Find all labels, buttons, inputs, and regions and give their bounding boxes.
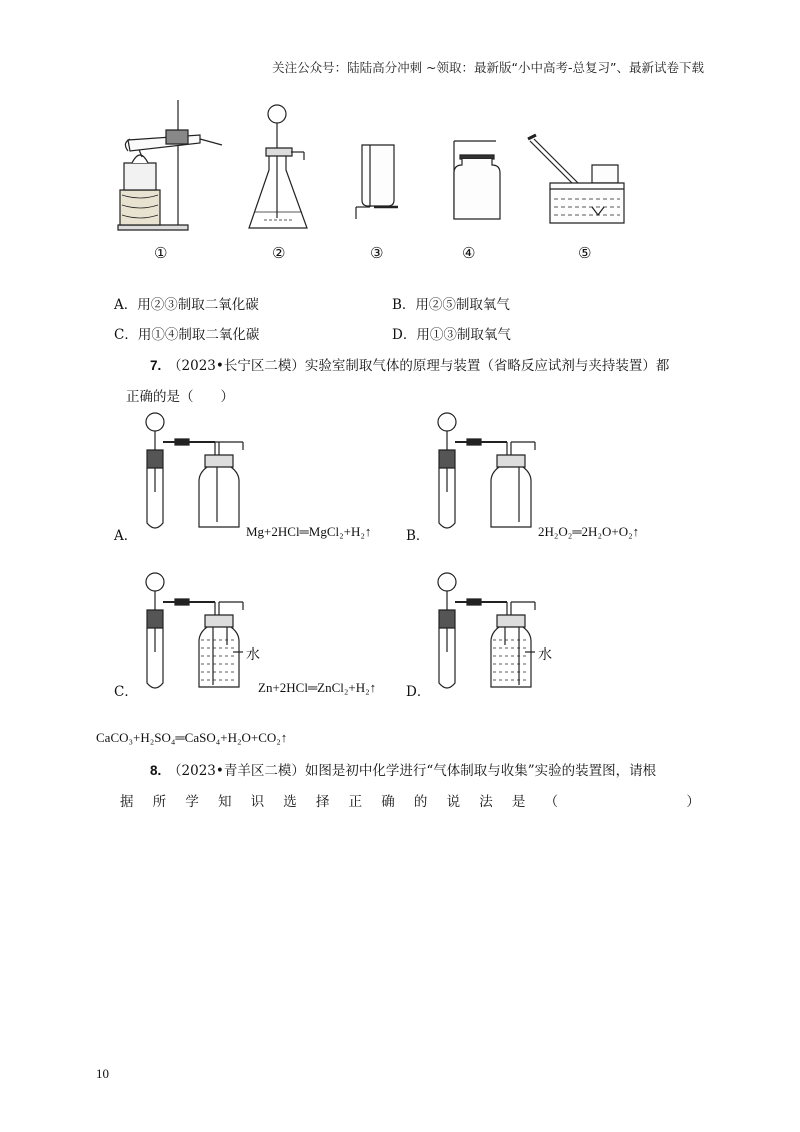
apparatus-4-gas-jar-up	[438, 135, 503, 230]
q8-stem-line2: 据 所 学 知 识 选 择 正 确 的 说 法 是 （ ）	[120, 794, 700, 810]
q7-equation-a: Mg+2HCl═MgCl₂+H₂↑	[246, 524, 372, 539]
apparatus-2-conical-flask	[244, 100, 314, 235]
q7-equation-b: 2H₂O₂═2H₂O+O₂↑	[538, 524, 640, 539]
page-number: 10	[96, 1066, 109, 1081]
q7-option-a-letter: A．	[114, 528, 138, 544]
apparatus-3-gas-jar-down	[348, 135, 408, 225]
label-apparatus-1: ①	[154, 244, 168, 262]
page-header: 关注公众号：陆陆高分冲刺 ~领取：最新版“小中高考-总复习”、最新试卷下载	[272, 60, 704, 75]
q7-option-b-letter: B．	[406, 528, 430, 544]
apparatus-1-heating-setup	[110, 95, 225, 235]
q7-equation-c: Zn+2HCl═ZnCl₂+H₂↑	[258, 680, 377, 695]
q7-stem-line1: 7. （2023•长宁区二模）实验室制取气体的原理与装置（省略反应试剂与夹持装置）都	[150, 358, 670, 374]
label-apparatus-5: ⑤	[578, 244, 592, 262]
q7-equation-d: CaCO₃+H₂SO₄═CaSO₄+H₂O+CO₂↑	[96, 730, 288, 745]
q8-stem-line1: 8. （2023•青羊区二模）如图是初中化学进行“气体制取与收集”实验的装置图，请根	[150, 763, 657, 779]
label-apparatus-3: ③	[370, 244, 384, 262]
q7-stem-line2: 正确的是（ ）	[126, 389, 234, 405]
q7-apparatus-a	[135, 410, 245, 535]
q7-water-label-d: 水	[538, 647, 552, 663]
q7-apparatus-c	[135, 570, 245, 695]
q6-option-c: C．用①④制取二氧化碳	[114, 327, 260, 343]
q6-option-b: B．用②⑤制取氧气	[392, 297, 510, 313]
q7-option-d-letter: D．	[406, 684, 431, 700]
label-apparatus-2: ②	[272, 244, 286, 262]
label-apparatus-4: ④	[462, 244, 476, 262]
q7-water-label-c: 水	[246, 647, 260, 663]
apparatus-5-water-trough	[520, 135, 630, 230]
q7-option-c-letter: C．	[114, 684, 138, 700]
q6-option-d: D．用①③制取氧气	[392, 327, 511, 343]
q7-apparatus-d	[427, 570, 537, 695]
q7-apparatus-b	[427, 410, 537, 535]
q6-option-a: A．用②③制取二氧化碳	[114, 297, 259, 313]
